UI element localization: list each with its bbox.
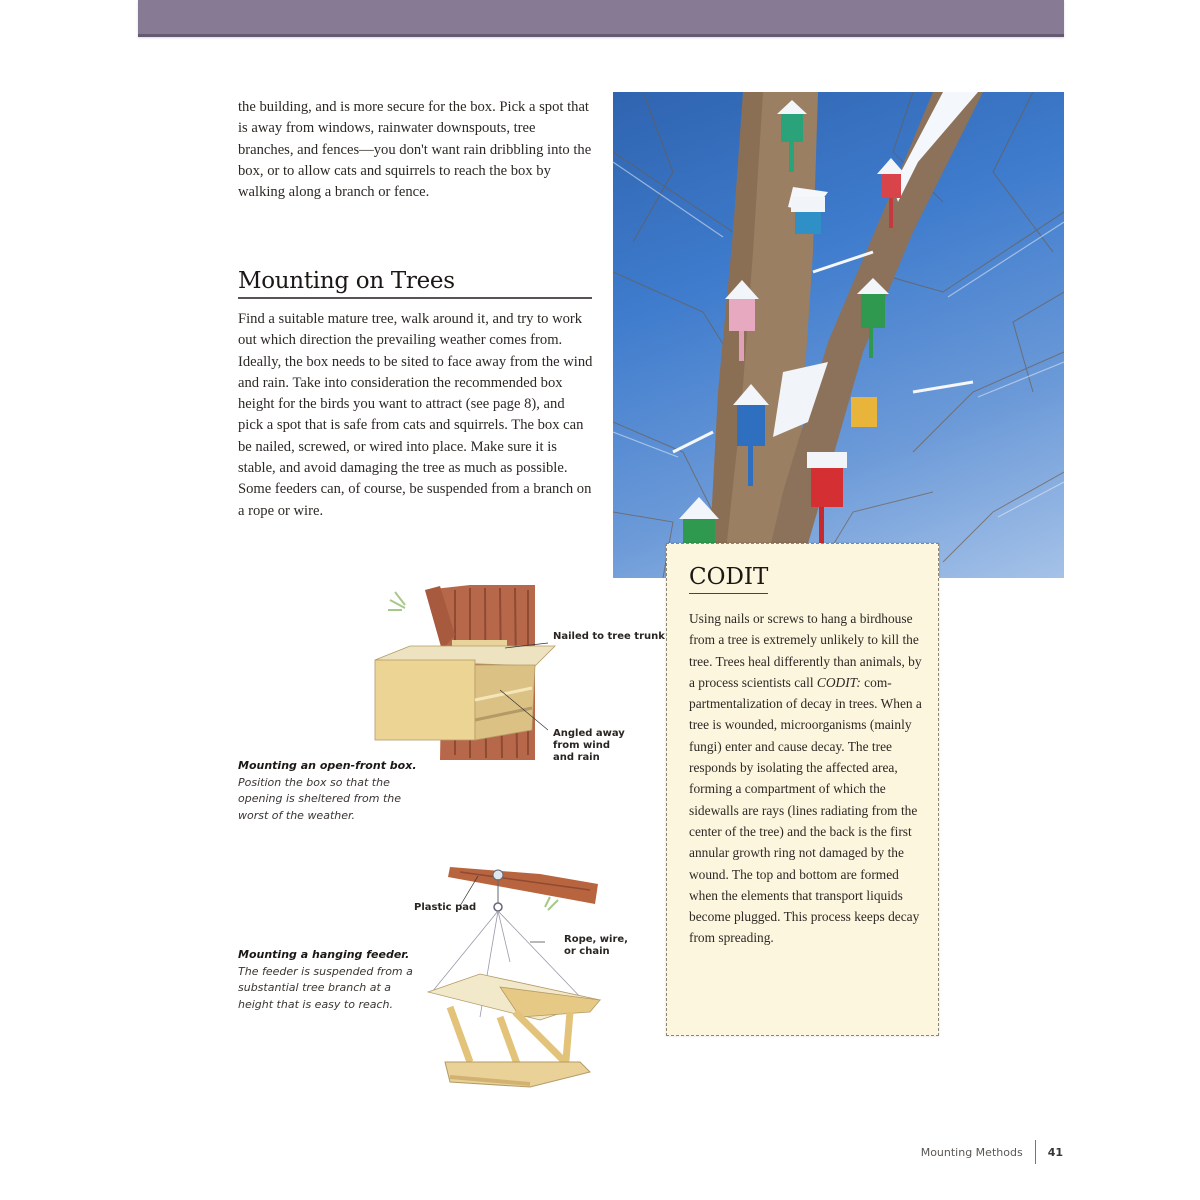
label-angled-away: Angled away from wind and rain (553, 728, 625, 763)
header-color-band (138, 0, 1064, 37)
footer-section-name: Mounting Methods (920, 1145, 1023, 1159)
sidebar-body-text (689, 608, 924, 949)
caption-hanging-feeder (238, 947, 423, 1013)
tree-photo-illustration (613, 92, 1064, 578)
label-plastic-pad: Plastic pad (414, 902, 477, 913)
caption-open-front-box (238, 758, 423, 824)
caption-text: Position the box so that the opening is sheltered from the worst of the weather. (238, 775, 402, 822)
sidebar-text-emphasis: CODIT: (816, 674, 861, 690)
sidebar-title: CODIT (689, 562, 768, 594)
caption-title: Mounting a hanging feeder. (238, 948, 410, 961)
section-heading: Mounting on Trees (238, 266, 592, 299)
sidebar-text-part-2: compartmentalization of decay in trees. When a tree is wounded, microorganisms (mainly fungi) enter and cause decay. The tree responds by isolating the affected area, forming a compartment of which the sidewalls are rays (lines radiating from the center of the tree) and the back is the first annular growth ring not damaged by the wound. The top and bottom are formed when the elements that transport liquids become plugged. This process keeps decay from spreading. (689, 674, 922, 946)
label-nailed-to-trunk: Nailed to tree trunk (553, 631, 665, 642)
caption-title: Mounting an open-front box. (238, 759, 417, 772)
sidebar-text-part-1: Using nails or screws to hang a birdhouse from a tree is extremely unlikely to kill the tree. Trees heal differently than animals, by a process scientists call (689, 611, 922, 690)
hanging-feeder-illustration (420, 862, 610, 1092)
footer-divider (1035, 1140, 1036, 1164)
birdhouses-tree-photo (613, 92, 1064, 578)
body-paragraph: Find a suitable mature tree, walk around it, and try to work out which direction the prevailing weather comes from. Ideally, the box needs to be sited to face away from the wind and rain. Take into consideration the recommended box height for the birds you want to attract (see page 8), and pick a spot that is safe from cats and squirrels. The box can be nailed, screwed, or wired into place. Make sure it is stable, and avoid damaging the tree as much as possible. Some feeders can, of course, be suspended from a branch on a rope or wire. (238, 311, 593, 519)
page-number: 41 (1047, 1145, 1063, 1159)
open-front-box-illustration (370, 580, 560, 760)
page-footer (921, 1140, 1063, 1164)
label-rope-wire-chain: Rope, wire, or chain (564, 934, 628, 957)
intro-paragraph: the building, and is more secure for the box. Pick a spot that is away from windows, rainwater downspouts, tree branches, and fences—you don't want rain dribbling into the box, or to allow cats and squirrels to reach the box by walking along a branch or fence. (238, 99, 592, 201)
caption-text: The feeder is suspended from a substantial tree branch at a height that is easy to reach. (238, 964, 413, 1011)
codit-sidebar-box (666, 543, 939, 1036)
